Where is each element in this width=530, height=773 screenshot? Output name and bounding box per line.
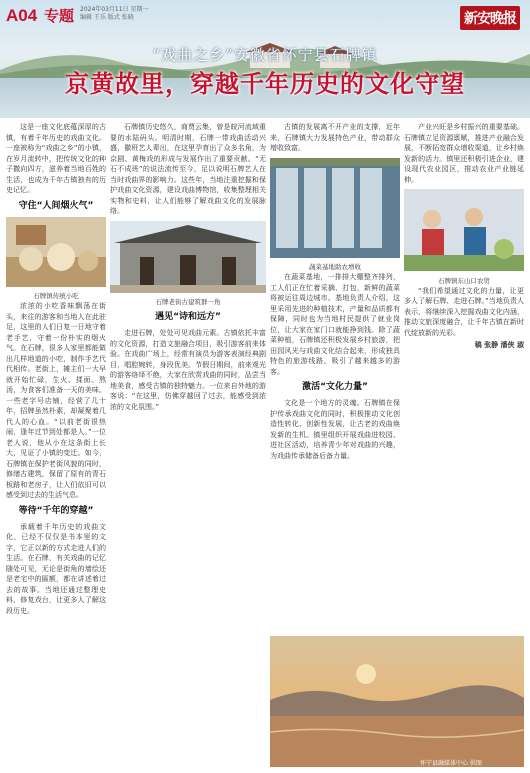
article-headline: 京黄故里，穿越千年历史的文化守望	[65, 70, 465, 98]
body-paragraph: 石牌镇历史悠久，商贾云集，曾是皖河流域重要的水陆码头。明清时期，石牌一带戏曲活动兴盛，徽班艺人辈出，在这里孕育出了众多名角，为京剧、黄梅戏的形成与发展作出了重要贡献。“无石不成班”的说法流传至今，足以说明石牌艺人在当时戏曲界的影响力。这些年，当地注重挖掘和保护戏曲文化资源，建设戏曲博物馆，收集整理相关实物和史料，让人们能够了解戏曲文化的发展脉络。	[110, 123, 266, 215]
column-1	[6, 122, 106, 762]
issue-date: 2024年03月11日 星期一	[80, 6, 149, 13]
photo-lake-sunset	[270, 636, 524, 767]
section-heading-culture-power: 激活“文化力量”	[302, 382, 368, 392]
photo-credit: 怀宁县融媒体中心 供图	[420, 760, 482, 767]
photo-snacks-caption: 石牌镇传统小吃	[33, 292, 79, 300]
issue-meta	[80, 6, 148, 22]
photo-vegetable-base	[270, 158, 400, 258]
body-paragraph: 文化是一个地方的灵魂。石牌镇在保护传承戏曲文化的同时，积极推动文化创造性转化、创新性发展，让古老的戏曲焕发新的生机。镇里组织开展戏曲进校园、进社区活动，培养青少年对戏曲的兴趣，为戏曲传承储备后备力量。	[270, 399, 400, 460]
photo-old-street	[110, 221, 266, 293]
column-2	[110, 122, 266, 767]
issue-editors: 编辑 王乐 版式 张晓	[80, 14, 134, 21]
column-3	[270, 122, 400, 632]
page-number: A04	[6, 6, 38, 25]
intro-paragraph: 这是一座文化底蕴深厚的古镇，有着千年历史的戏曲文化。一座被称为“戏曲之乡”的小镇，在岁月流转中，把传统文化的种子撒向四方，滋养着当地百姓的生活，也成为千年古镇独有的历史记忆。	[6, 123, 106, 194]
body-paragraph: 古镇的发展离不开产业的支撑，近年来，石牌镇大力发展特色产业，带动群众增收致富。	[270, 123, 400, 152]
body-paragraph: 产业兴旺是乡村振兴的重要基础。石牌镇立足资源禀赋，推进产业融合发展，不断拓宽群众增收渠道，让乡村焕发新的活力。镇里还积极引进企业，建设现代农业园区，推动农业产业链延伸。	[404, 123, 524, 184]
body-paragraph: 浓浓的小吃香味飘荡在街头，来往的游客和当地人在此驻足，这里的人们日复一日地守着老手艺，守着一份朴实的烟火气。在石牌，很多人家里都能做出几样地道的小吃，制作手艺代代相传。老街上，摊主们一大早就开始忙碌，生火、揉面、熬汤，为食客们准备一天的美味。一些老字号店铺，经营了几十年，招牌虽然朴素，却凝聚着几代人的心血。“以前老街很热闹，逢年过节到处都是人。”一位老人说，他从小在这条街上长大，见证了小镇的变迁。如今，石牌镇在保护老街风貌的同时，修缮古建筑，保留了原有的青石板路和老房子，让人们依旧可以感受到过去的生活气息。	[6, 302, 106, 499]
author-byline: 稿 张静 潘侠 淑	[474, 341, 524, 349]
photo-old-street-caption: 石牌老街古建筑群一角	[155, 298, 221, 306]
body-paragraph: 走进石牌，处处可见戏曲元素。古镇依托丰富的文化资源，打造文旅融合项目，吸引游客前来体验。在戏曲广场上，经常有演员为游客表演经典剧目，唱腔婉转，身段优美。节假日期间，前来观光的游客络绎不绝，大家在欣赏戏曲的同时，品尝当地美食，感受古镇的独特魅力。一位来自外地的游客说：“在这里，仿佛穿越回了过去，能感受到浓浓的文化氛围。”	[110, 329, 266, 411]
photo-market-caption: 石牌镇东山口农贸	[438, 276, 490, 285]
column-4	[404, 122, 524, 632]
section-heading-smoke: 守住“人间烟火气”	[18, 200, 94, 211]
newspaper-logo: 新安晚报	[460, 6, 520, 30]
photo-vegetable-base-caption: 蔬菜基地助农增收	[309, 263, 361, 271]
body-paragraph: 在蔬菜基地，一排排大棚整齐排列，工人们正在忙着采摘、打包，新鲜的蔬菜将被运往周边城市。基地负责人介绍，这里采用先进的种植技术，产量和品质都有保障，同时也为当地村民提供了就业岗位，让大家在家门口就能挣到钱。除了蔬菜种植，石牌镇还积极发展乡村旅游，把田园风光与戏曲文化结合起来，形成独具特色的旅游线路，吸引了越来越多的游客。	[270, 273, 400, 376]
section-name: 专题	[44, 7, 75, 25]
section-heading-millennium: 等待“千年的穿越”	[18, 505, 94, 516]
masthead-banner	[0, 0, 530, 118]
body-paragraph: 承载着千年历史的戏曲文化，已经不仅仅是书本里的文字，它正以新的方式走进人们的生活。在石牌，有关戏曲的记忆随处可见，无论是街角的墙绘还是老宅中的匾额，都在讲述着过去的故事。当地还通过整理史料、修复戏台，让更多人了解这段历史。	[6, 522, 106, 615]
photo-snacks	[6, 217, 106, 287]
photo-market	[404, 189, 524, 271]
article-subtitle: “戏曲之乡”安徽省怀宁县石牌镇	[152, 46, 378, 64]
body-paragraph: “我们希望通过文化的力量，让更多人了解石牌、走进石牌。”当地负责人表示，将继续深入挖掘戏曲文化内涵，推动文旅深度融合，让千年古镇在新时代绽放新的光彩。	[404, 286, 524, 337]
section-heading-poetry: 遇见“诗和远方”	[155, 312, 221, 322]
